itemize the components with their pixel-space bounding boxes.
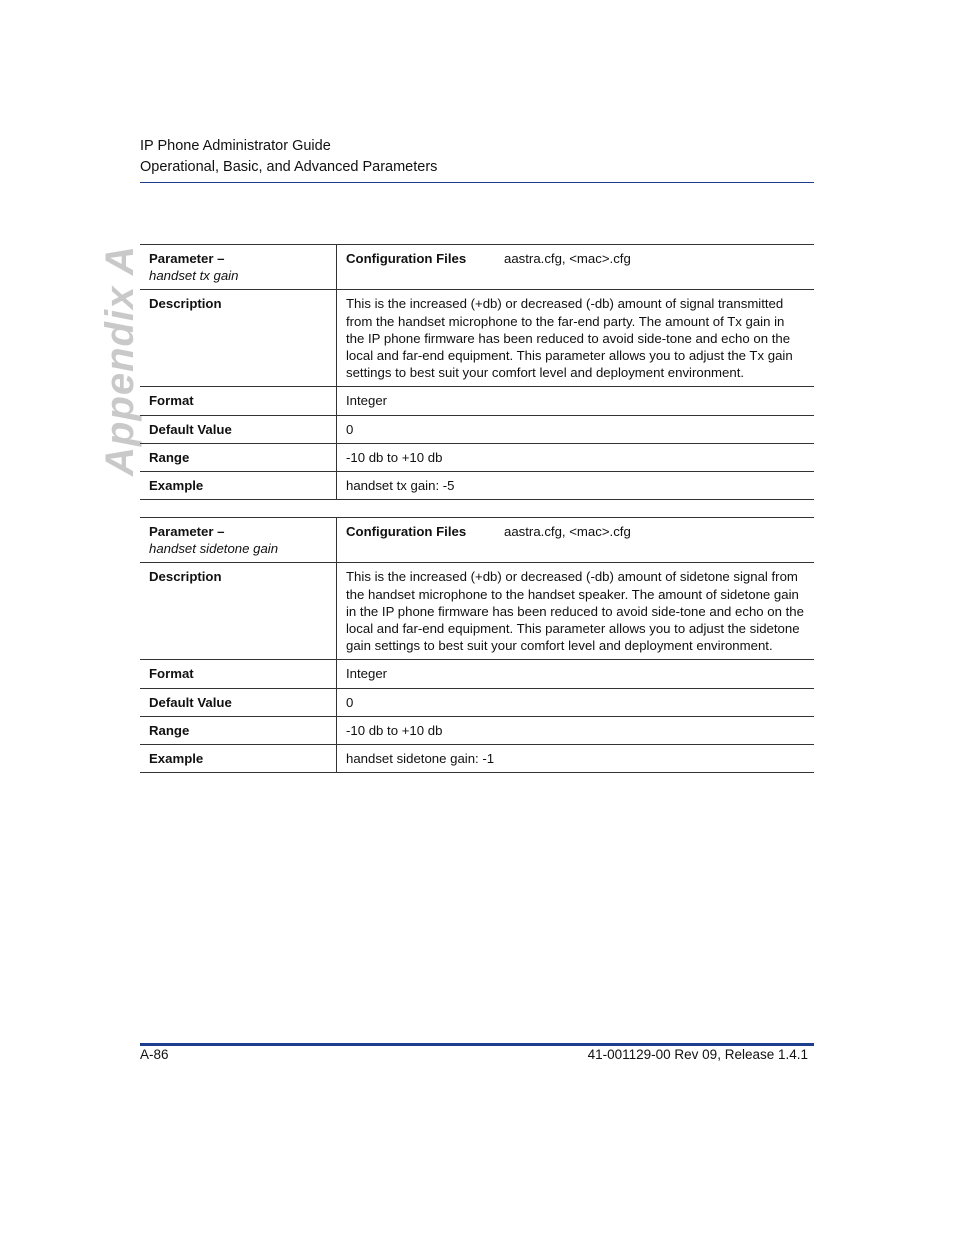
description-value: This is the increased (+db) or decreased (-db) amount of sidetone signal from the handset microphone to the handset speaker. The amount of sidetone gain in the IP phone firmware has been reduced to avoid side-tone and echo on the local and far-end equipment. This parameter allows you to adjust the sidetone gain settings to best suit your comfort level and deployment environment. — [337, 563, 815, 660]
page-number: A-86 — [140, 1047, 169, 1062]
guide-title: IP Phone Administrator Guide — [140, 138, 331, 154]
config-files-cell — [337, 245, 815, 290]
table-row — [140, 443, 814, 471]
example-label: Example — [140, 745, 337, 773]
table-row — [140, 563, 814, 660]
format-value: Integer — [337, 660, 815, 688]
footer-divider — [140, 1043, 814, 1046]
description-label: Description — [140, 290, 337, 387]
config-files-value: aastra.cfg, <mac>.cfg — [504, 251, 631, 266]
appendix-side-tab — [95, 244, 145, 476]
parameter-table-handset-tx-gain — [140, 244, 814, 500]
table-row — [140, 245, 814, 290]
table-row — [140, 387, 814, 415]
range-value: -10 db to +10 db — [337, 716, 815, 744]
format-label: Format — [140, 387, 337, 415]
section-title: Operational, Basic, and Advanced Parameters — [140, 159, 438, 175]
format-label: Format — [140, 660, 337, 688]
config-files-label: Configuration Files — [346, 251, 467, 266]
range-label: Range — [140, 716, 337, 744]
default-value: 0 — [337, 688, 815, 716]
table-row — [140, 660, 814, 688]
example-value: handset sidetone gain: -1 — [337, 745, 815, 773]
table-row — [140, 472, 814, 500]
page-header — [140, 136, 814, 178]
table-row — [140, 518, 814, 563]
parameter-label: Parameter – — [149, 524, 225, 539]
config-files-label: Configuration Files — [346, 524, 467, 539]
parameter-table-handset-sidetone-gain — [140, 517, 814, 773]
parameter-cell — [140, 245, 337, 290]
appendix-label: Appendix A — [97, 244, 142, 476]
table-row — [140, 716, 814, 744]
default-value-label: Default Value — [140, 415, 337, 443]
table-row — [140, 290, 814, 387]
parameter-name: handset sidetone gain — [149, 541, 279, 557]
header-divider — [140, 182, 814, 183]
config-files-value: aastra.cfg, <mac>.cfg — [504, 524, 631, 539]
example-label: Example — [140, 472, 337, 500]
range-label: Range — [140, 443, 337, 471]
format-value: Integer — [337, 387, 815, 415]
description-value: This is the increased (+db) or decreased (-db) amount of signal transmitted from the handset microphone to the far-end party. The amount of Tx gain in the IP phone firmware has been reduced to avoid side-tone and echo on the local and far-end equipment. This parameter allows you to adjust the Tx gain settings to best suit your comfort level and deployment environment. — [337, 290, 815, 387]
config-files-cell — [337, 518, 815, 563]
table-row — [140, 415, 814, 443]
example-value: handset tx gain: -5 — [337, 472, 815, 500]
description-label: Description — [140, 563, 337, 660]
default-value: 0 — [337, 415, 815, 443]
default-value-label: Default Value — [140, 688, 337, 716]
table-row — [140, 745, 814, 773]
parameter-cell — [140, 518, 337, 563]
parameter-name: handset tx gain — [149, 268, 239, 284]
range-value: -10 db to +10 db — [337, 443, 815, 471]
table-row — [140, 688, 814, 716]
document-id: 41-001129-00 Rev 09, Release 1.4.1 — [587, 1047, 808, 1062]
parameter-label: Parameter – — [149, 251, 225, 266]
